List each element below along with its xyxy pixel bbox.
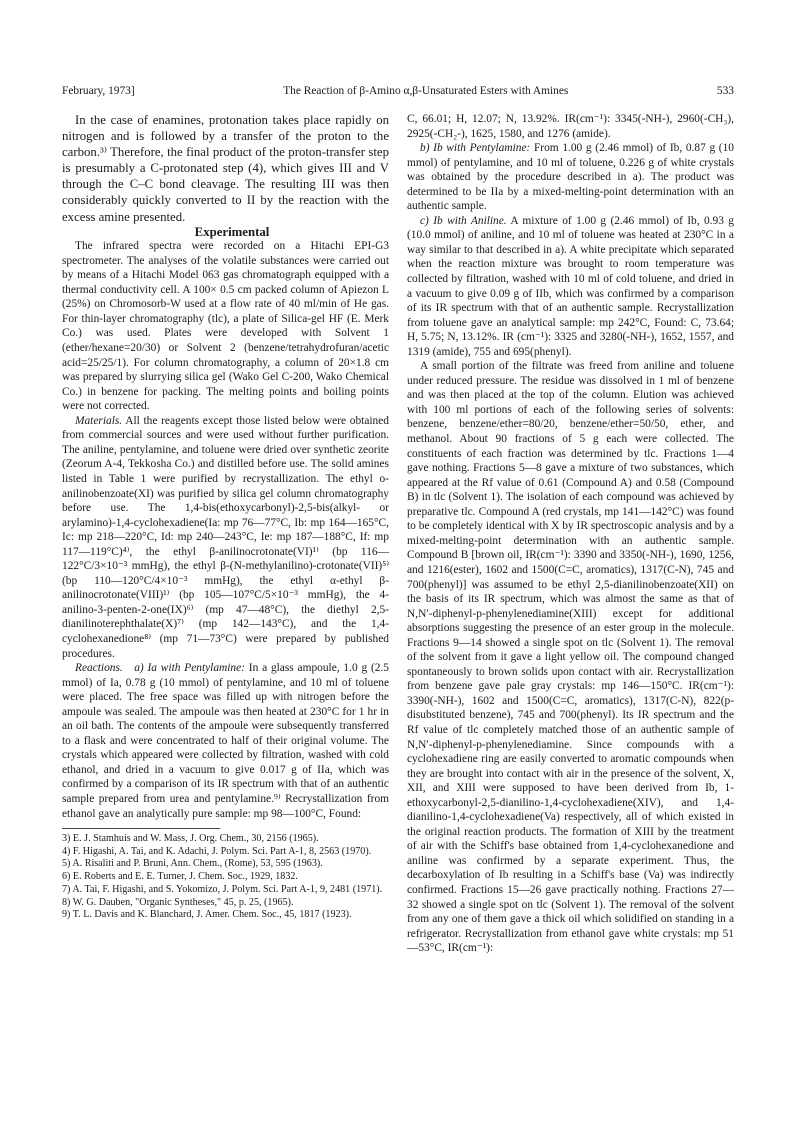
reference-item: 7) A. Tai, F. Higashi, and S. Yokomizo, J. Polym. Sci. Part A-1, 9, 2481 (1971). bbox=[62, 883, 383, 895]
reaction-c-paragraph bbox=[407, 214, 734, 359]
reaction-c-text: A mixture of 1.00 g (2.46 mmol) of Ib, 0.93 g (10.0 mmol) of aniline, and 10 ml of toluene was heated at 230°C in a way similar to that described in a). A white precipitate which separated when the reaction mixture was brought to room temperature was collected by filtration, washed with 10 ml of cold toluene, and dried in a vacuum to give 0.09 g of IIb, which was confirmed by a comparison of its IR spectrum with that of an authentic sample. Recrystallization from toluene gave an analytical sample: mp 242°C, Found: C, 73.64; H, 5.75; N, 13.12%. IR (cm⁻¹): 3325 and 3280(-NH-), 1652, 1557, and 1319 (amide), 755 and 695(phenyl). bbox=[407, 214, 734, 358]
reference-item: 3) E. J. Stamhuis and W. Mass, J. Org. Chem., 30, 2156 (1965). bbox=[62, 833, 319, 845]
header-date: February, 1973] bbox=[62, 85, 135, 97]
materials-text: All the reagents except those listed below were obtained from commercial sources and were used without further purification. The aniline, pentylamine, and toluene were dried over synthetic zeorite (Zeorum A-4, Tekkosha Co.) and distilled before use. The solid amines listed in Table 1 were purified by recrystallization. The ethyl o-anilinobenzoate(XI) was purified by silica gel column chromatography before use. The 1,4-bis(ethoxycarbonyl)-2,5-bis(alkyl- or arylamino)-1,4-cyclohexadiene(Ia: mp 76—77°C, Ib: mp 164—165°C, Ic: mp 218—220°C, Id: mp 240—243°C, Ie: mp 187—188°C, If: mp 117—119°C)⁴⁾, the ethyl β-anilinocrotonate(VI)¹⁾ (bp 116—122°C/3×10⁻³ mmHg), the ethyl β-(N-methylanilino)-crotonate(VII)⁵⁾ (bp 110—120°C/4×10⁻³ mmHg), the ethyl α-ethyl β-anilinocrotonate(VIII)¹⁾ (bp 105—107°C/5×10⁻³ mmHg), the 4-anilino-3-penten-2-one(IX)⁶⁾ (mp 47—48°C), the diethyl 2,5-dianilinoterephthalate(X)⁷⁾ (mp 142—143°C), and the 1,4-cyclohexanedione⁸⁾ (mp 71—73°C) were prepared by published procedures. bbox=[62, 414, 389, 660]
reaction-b-text: From 1.00 g (2.46 mmol) of Ib, 0.87 g (10 mmol) of pentylamine, and 10 ml of toluene, 0.226 g of white crystals was obtained by the procedure described in a). The product was determined to be IIa by a mixed-melting-point determination with an authentic sample. bbox=[407, 142, 734, 213]
instruments-paragraph: The infrared spectra were recorded on a Hitachi EPI-G3 spectrometer. The analyses of the volatile substances were carried out by means of a Hitachi Model 063 gas chromatograph equipped with a thermal conductivity cell. A 100× 0.5 cm packed column of Apiezon L (25%) on Chromosorb-W used at a flow rate of 40 ml/min of He gas. For thin-layer chromatography (tlc), a plate of Silica-gel HF (E. Merk Co.) was used. Plates were developed with Solvent 1 (ether/hexane=20/30) or Solvent 2 (benzene/tetrahydrofuran/acetic acid=25/25/1). For column chromatography, a column of 20×1.8 cm was prepared by slurrying silica gel (Wako Gel C-200, Wako Chemical Co.) in benzene for packing. The melting points and boiling points were not corrected. bbox=[62, 240, 389, 413]
reaction-b-lead: b) Ib with Pentylamine: bbox=[420, 142, 531, 155]
filtrate-paragraph: A small portion of the filtrate was freed from aniline and toluene under reduced pressure. The residue was dissolved in 1 ml of benzene and was then placed at the top of the column. Elution was achieved with 100 ml portions of each of the following series of solvents: benzene, benzene/ether=80/20, benzene/ether=50/50, ether, and methanol. About 90 fractions of 5 g each were collected. The constituents of each fraction was determined by tlc. Fractions 1—4 gave nothing. Fractions 5—8 gave a mixture of two substances, which appeared at the Rf value of 0.61 (Compound A) and 0.58 (Compound B) in tlc (Solvent 1). The isolation of each compound was achieved by preparative tlc. Compound A (red crystals, mp 141—142°C) was found to be completely identical with X by IR spectroscopic analysis and by a mixed-melting-point determination with an authentic sample. Compound B [brown oil, IR(cm⁻¹): 3390 and 3350(-NH-), 1690, 1256, and 1216(ester), 1602 and 1500(C=C, aromatics), 1317(C-N), 745 and 700(phenyl)] was assumed to be ethyl 2,5-dianilinobenzoate(XII) on the basis of its IR spectrum, which was almost the same as that of N,N′-diphenyl-p-phenylenediamine(XIII) except for additional absorptions suggesting the presence of an ester group in the molecule. Fractions 9—14 showed a single spot on tlc (Solvent 1). The removal of the solvent from it gave a light yellow oil. The compound changed spontaneously to brown solids upon contact with air. Recrystallization from benzene gave pale gray crystals: mp 146—150°C. IR(cm⁻¹): 3390(-NH-), 1602 and 1500(C=C, aromatics), 1317(C-N), 822(p-disubstituted benzene), 745 and 700(phenyl). Its IR spectrum and the Rf value of tlc completely matched those of an authentic sample of N,N′-diphenyl-p-phenylenediamine. Since compounds with a cyclohexadiene ring are easily converted to aromatic compounds when they are brought into contact with air in the presence of the solvent, X, XII, and XIII were supposed to have been derived from Ib, 1-ethoxycarbonyl-2,5-dianilino-1,4-cyclohexadiene(XIV), and 1,4-dianilino-1,4-cyclohexadiene(Va) respectively, all of which existed in the original reaction products. The formation of XIII by the treatment of air with the Schiff's base obtained from 1,4-cyclohexanedione and aniline was confirmed by a separate experiment. Thus, the decarboxylation of Ib resulting in a Schiff's base (Va) was indirectly confirmed. Fractions 15—26 gave practically nothing. Fractions 27—32 showed a single spot on tlc (Solvent 1). The removal of the solvent from any one of them gave a thick oil which solidified on standing in a refrigerator. Recrystallization from ethanol gave white crystals: mp 51—53°C, IR(cm⁻¹): bbox=[407, 360, 734, 955]
reference-item: 5) A. Risaliti and P. Bruni, Ann. Chem., (Rome), 53, 595 (1963). bbox=[62, 858, 323, 870]
header-title: The Reaction of β-Amino α,β-Unsaturated Esters with Amines bbox=[283, 85, 569, 97]
running-header bbox=[62, 84, 734, 98]
reaction-c-lead: c) Ib with Aniline. bbox=[420, 214, 507, 227]
reference-item: 4) F. Higashi, A. Tai, and K. Adachi, J. Polym. Sci. Part A-1, 8, 2563 (1970). bbox=[62, 845, 372, 857]
reaction-a-lead: a) Ia with Pentylamine: bbox=[134, 662, 245, 675]
reaction-a-text: In a glass ampoule, 1.0 g (2.5 mmol) of Ia, 0.78 g (10 mmol) of pentylamine, and 10 ml of toluene were placed. The free space was filled up with nitrogen before the ampoule was sealed. The ampoule was then heated at 230°C for 1 hr in an oil bath. The contents of the ampoule were subsequently transferred to a flask and were concentrated to half of their original volume. The crystals which appeared were collected by filtration, washed with cold ethanol, and dried in a vacuum to give 0.017 g of IIa, which was confirmed by a comparison of its IR spectrum with that of an authentic sample prepared from urea and pentylamine.⁹⁾ Recrystallization from ethanol gave an analytically pure sample: mp 98—100°C, Found: bbox=[62, 662, 390, 820]
page-number: 533 bbox=[716, 85, 734, 97]
reactions-lead: Reactions. bbox=[75, 662, 123, 675]
right-column bbox=[407, 112, 734, 956]
reaction-a-continued: C, 66.01; H, 12.07; N, 13.92%. IR(cm⁻¹): 3345(-NH-), 2960(-CH₃), 2925(-CH₂-), 1625, 1580, and 1276 (amide). bbox=[407, 113, 734, 140]
reaction-b-paragraph bbox=[407, 141, 734, 214]
reactions-paragraph bbox=[62, 661, 389, 821]
reference-item: 8) W. G. Dauben, "Organic Syntheses," 45, p. 25, (1965). bbox=[62, 896, 294, 908]
reference-item: 9) T. L. Davis and K. Blanchard, J. Amer. Chem. Soc., 45, 1817 (1923). bbox=[62, 909, 352, 921]
left-column bbox=[62, 112, 389, 922]
materials-lead: Materials. bbox=[75, 414, 123, 427]
intro-paragraph: In the case of enamines, protonation takes place rapidly on nitrogen and is followed by a transfer of the proton to the carbon.³⁾ Therefore, the final product of the proton-transfer step is presumably a C-protonated step (4), which gives III and V through the C–C bond cleavage. The resulting III was then considerably quickly converted to II by the reaction with the excess amine presented. bbox=[62, 113, 389, 224]
reference-list bbox=[62, 833, 389, 922]
section-title: Experimental bbox=[194, 224, 270, 239]
reference-item: 6) E. Roberts and E. E. Turner, J. Chem. Soc., 1929, 1832. bbox=[62, 871, 298, 883]
materials-paragraph bbox=[62, 414, 389, 661]
